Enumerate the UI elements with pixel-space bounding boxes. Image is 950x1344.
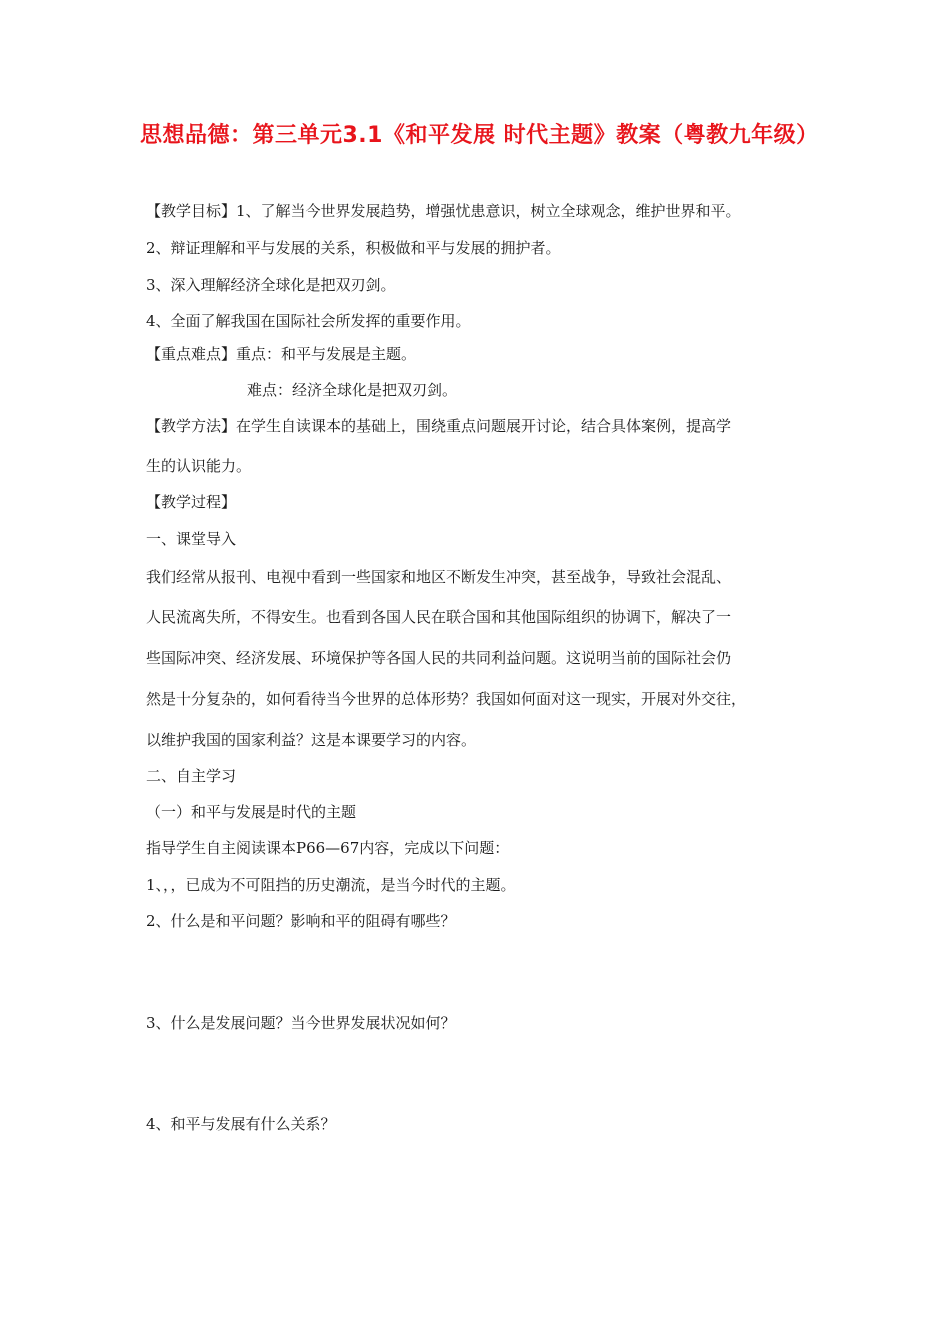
text-line-question-1: 1、，，已成为不可阻挡的历史潮流，是当今时代的主题。 xyxy=(146,876,516,894)
text-line-intro-4: 然是十分复杂的，如何看待当今世界的总体形势？我国如何面对这一现实，开展对外交往， xyxy=(146,690,747,708)
text-line-section-1: 一、课堂导入 xyxy=(146,530,237,548)
text-line-objective-1: 【教学目标】1、了解当今世界发展趋势，增强忧患意识，树立全球观念，维护世界和平。 xyxy=(146,202,741,220)
text-line-intro-3: 些国际冲突、经济发展、环境保护等各国人民的共同利益问题。这说明当前的国际社会仍 xyxy=(146,649,732,667)
text-line-intro-5: 以维护我国的国家利益？这是本课要学习的内容。 xyxy=(146,731,477,749)
text-line-subsection-1: （一）和平与发展是时代的主题 xyxy=(146,803,357,821)
document-title: 思想品德：第三单元3.1《和平发展 时代主题》教案（粤教九年级） xyxy=(140,123,819,148)
text-line-question-2: 2、什么是和平问题？影响和平的阻碍有哪些？ xyxy=(146,912,456,930)
text-line-section-2: 二、自主学习 xyxy=(146,767,237,785)
text-line-objective-2: 2、辩证理解和平与发展的关系，积极做和平与发展的拥护者。 xyxy=(146,239,561,257)
text-line-objective-3: 3、深入理解经济全球化是把双刃剑。 xyxy=(146,276,396,294)
text-line-process-heading: 【教学过程】 xyxy=(146,493,237,511)
text-line-method-2: 生的认识能力。 xyxy=(146,457,252,475)
text-line-question-4: 4、和平与发展有什么关系？ xyxy=(146,1115,336,1133)
text-line-instruction: 指导学生自主阅读课本P66—67内容，完成以下问题： xyxy=(146,839,510,857)
text-line-method-1: 【教学方法】在学生自读课本的基础上，围绕重点问题展开讨论，结合具体案例，提高学 xyxy=(146,417,732,435)
text-line-difficulty: 难点：经济全球化是把双刃剑。 xyxy=(247,381,458,399)
text-line-question-3: 3、什么是发展问题？当今世界发展状况如何？ xyxy=(146,1014,456,1032)
text-line-intro-2: 人民流离失所，不得安生。也看到各国人民在联合国和其他国际组织的协调下，解决了一 xyxy=(146,608,732,626)
text-line-objective-4: 4、全面了解我国在国际社会所发挥的重要作用。 xyxy=(146,312,471,330)
text-line-key-points: 【重点难点】重点：和平与发展是主题。 xyxy=(146,345,417,363)
text-line-intro-1: 我们经常从报刊、电视中看到一些国家和地区不断发生冲突，甚至战争，导致社会混乱、 xyxy=(146,568,732,586)
